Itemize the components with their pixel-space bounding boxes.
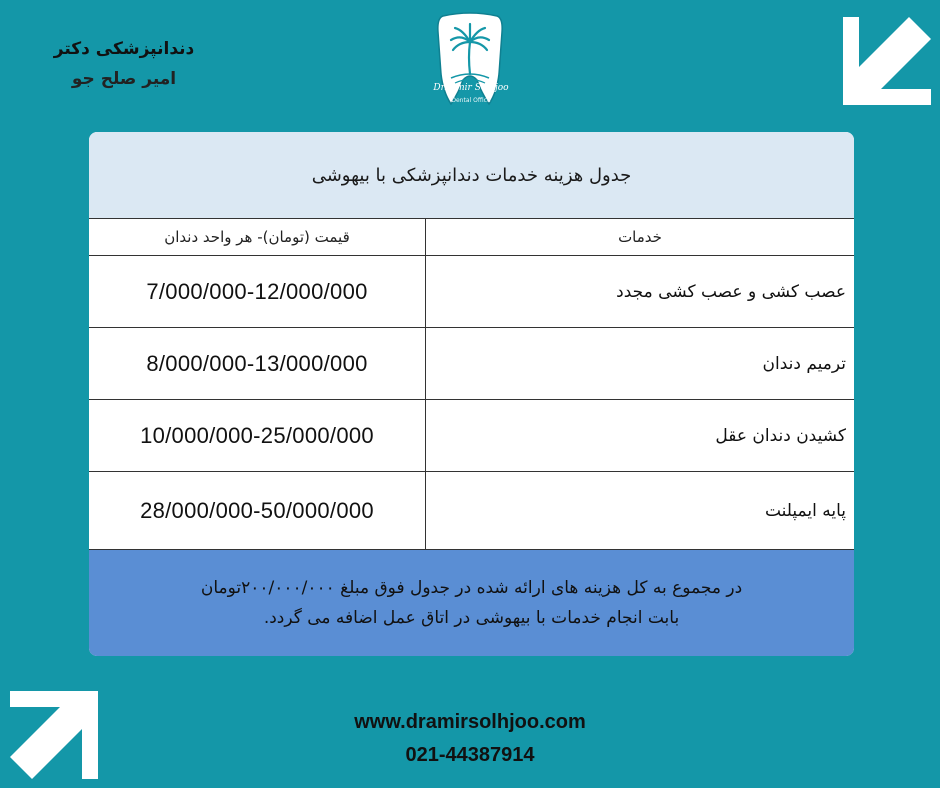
clinic-name [24,34,224,94]
service-price: 7/000/000-12/000/000 [146,278,368,304]
clinic-name-line2: امیر صلح جو [71,69,177,89]
table-title: جدول هزینه خدمات دندانپزشکی با بیهوشی [89,132,854,219]
arrow-up-right-icon [10,691,98,779]
price-table [89,132,854,656]
service-name: کشیدن دندان عقل [715,425,846,446]
column-divider [425,219,426,550]
clinic-name-line1: دندانپزشکی دکتر [53,39,195,59]
service-name: پایه ایمپلنت [764,500,846,521]
arrow-down-left-icon [843,17,931,105]
table-row [89,256,854,328]
service-price: 8/000/000-13/000/000 [146,350,368,376]
table-row [89,472,854,550]
logo-signature: Dr. Amir Solhjoo [433,83,509,93]
service-name: عصب کشی و عصب کشی مجدد [616,281,846,302]
table-row [89,400,854,472]
website-link[interactable]: www.dramirsolhjoo.com [354,711,586,733]
service-price: 28/000/000-50/000/000 [140,497,374,523]
table-header-row [89,219,854,256]
note-line-2: بابت انجام خدمات با بیهوشی در اتاق عمل اضافه می گردد. [263,608,680,628]
note-line-1: در مجموع به کل هزینه های ارائه شده در جدول فوق مبلغ ۲۰۰/۰۰۰/۰۰۰تومان [200,578,743,598]
logo-subtitle: Dental Office [451,97,491,104]
service-name: ترمیم دندان [762,353,846,374]
header-service: خدمات [618,228,662,246]
phone-number[interactable]: 021-44387914 [405,744,535,766]
header-price: قیمت (تومان)- هر واحد دندان [164,228,350,246]
table-row [89,328,854,400]
service-price: 10/000/000-25/000/000 [140,422,374,448]
anesthesia-note [89,550,854,656]
